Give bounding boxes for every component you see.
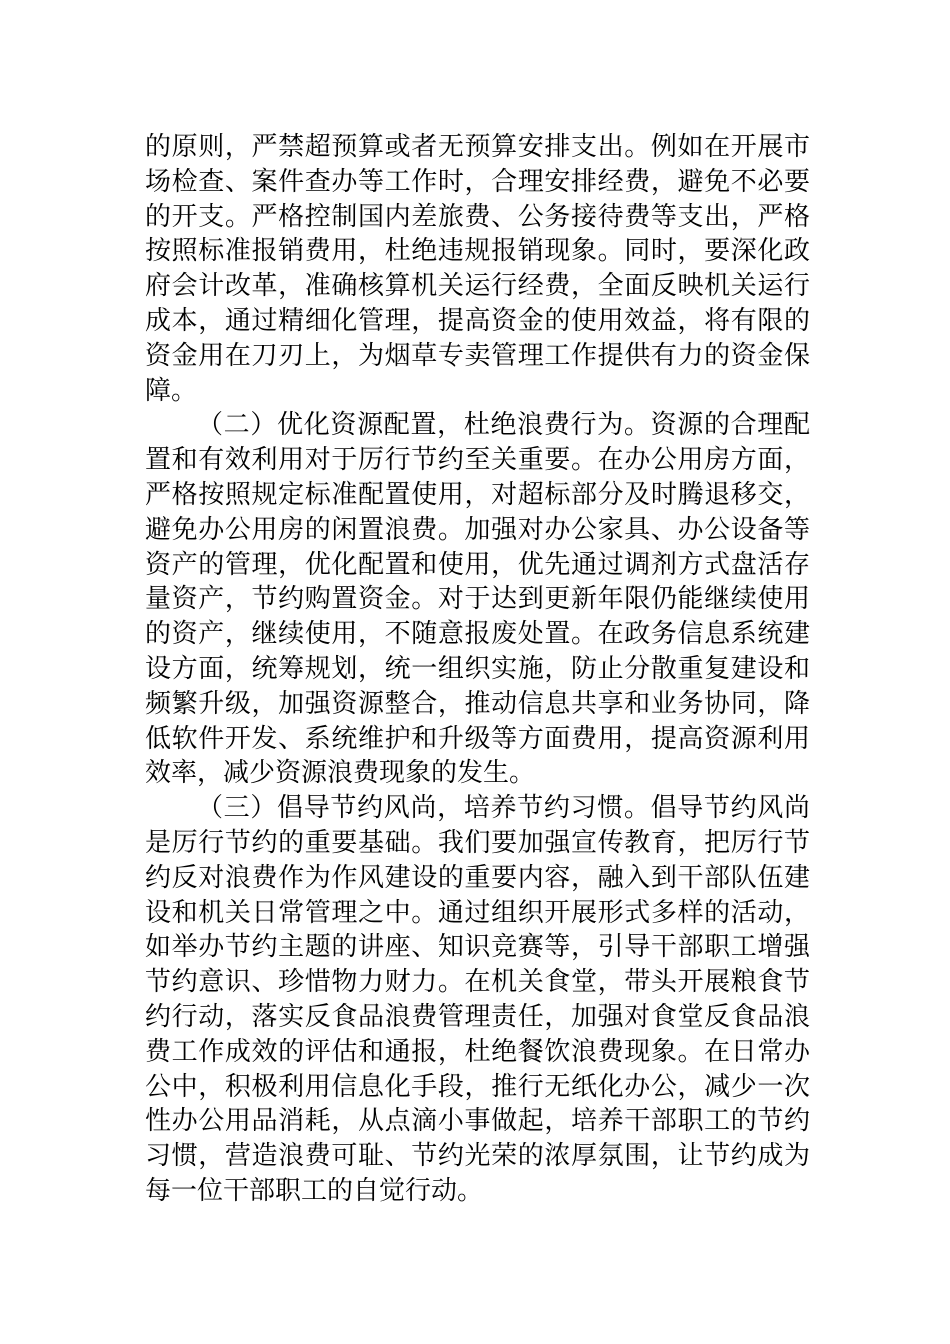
text-line: 成本，通过精细化管理，提高资金的使用效益，将有限的	[145, 305, 810, 336]
text-line: 资产的管理，优化配置和使用，优先通过调剂方式盘活存	[145, 549, 810, 580]
text-line: 低软件开发、系统维护和升级等方面费用，提高资源利用	[145, 723, 810, 754]
text-line: 避免办公用房的闲置浪费。加强对办公家具、办公设备等	[145, 514, 810, 545]
text-line: 设方面，统筹规划，统一组织实施，防止分散重复建设和	[145, 653, 810, 684]
paragraph-frugal-culture	[145, 791, 810, 1209]
text-line: 按照标准报销费用，杜绝违规报销现象。同时，要深化政	[145, 236, 810, 267]
text-line: 是厉行节约的重要基础。我们要加强宣传教育，把厉行节	[145, 827, 810, 858]
text-line: 资金用在刀刃上，为烟草专卖管理工作提供有力的资金保	[145, 340, 810, 371]
text-line: 障。	[145, 375, 198, 406]
paragraph-resource-allocation	[145, 408, 810, 791]
text-line: 的开支。严格控制国内差旅费、公务接待费等支出，严格	[145, 201, 810, 232]
text-line: 频繁升级，加强资源整合，推动信息共享和业务协同，降	[145, 688, 810, 719]
text-line: 设和机关日常管理之中。通过组织开展形式多样的活动，	[145, 897, 810, 928]
text-line-first: （三）倡导节约风尚，培养节约习惯。倡导节约风尚	[197, 793, 810, 824]
text-line: 如举办节约主题的讲座、知识竞赛等，引导干部职工增强	[145, 932, 810, 963]
text-line: 每一位干部职工的自觉行动。	[145, 1175, 484, 1206]
text-line-first: （二）优化资源配置，杜绝浪费行为。资源的合理配	[197, 410, 810, 441]
text-line: 性办公用品消耗，从点滴小事做起，培养干部职工的节约	[145, 1106, 810, 1137]
text-line: 公中，积极利用信息化手段，推行无纸化办公，减少一次	[145, 1071, 810, 1102]
text-line: 置和有效利用对于厉行节约至关重要。在办公用房方面，	[145, 445, 810, 476]
text-line: 的原则，严禁超预算或者无预算安排支出。例如在开展市	[145, 132, 810, 162]
paragraph-budget-continued	[145, 130, 810, 408]
text-line: 节约意识、珍惜物力财力。在机关食堂，带头开展粮食节	[145, 967, 810, 998]
text-line: 约反对浪费作为作风建设的重要内容，融入到干部队伍建	[145, 862, 810, 893]
text-line: 习惯，营造浪费可耻、节约光荣的浓厚氛围，让节约成为	[145, 1141, 810, 1172]
text-line: 严格按照规定标准配置使用，对超标部分及时腾退移交，	[145, 479, 810, 510]
text-line: 约行动，落实反食品浪费管理责任，加强对食堂反食品浪	[145, 1001, 810, 1032]
text-line: 效率，减少资源浪费现象的发生。	[145, 758, 536, 789]
body-text	[145, 130, 810, 1209]
text-line: 量资产，节约购置资金。对于达到更新年限仍能继续使用	[145, 584, 810, 615]
text-line: 府会计改革，准确核算机关运行经费，全面反映机关运行	[145, 271, 810, 302]
text-line: 的资产，继续使用，不随意报废处置。在政务信息系统建	[145, 619, 810, 650]
text-line: 费工作成效的评估和通报，杜绝餐饮浪费现象。在日常办	[145, 1036, 810, 1067]
text-line: 场检查、案件查办等工作时，合理安排经费，避免不必要	[145, 166, 810, 197]
